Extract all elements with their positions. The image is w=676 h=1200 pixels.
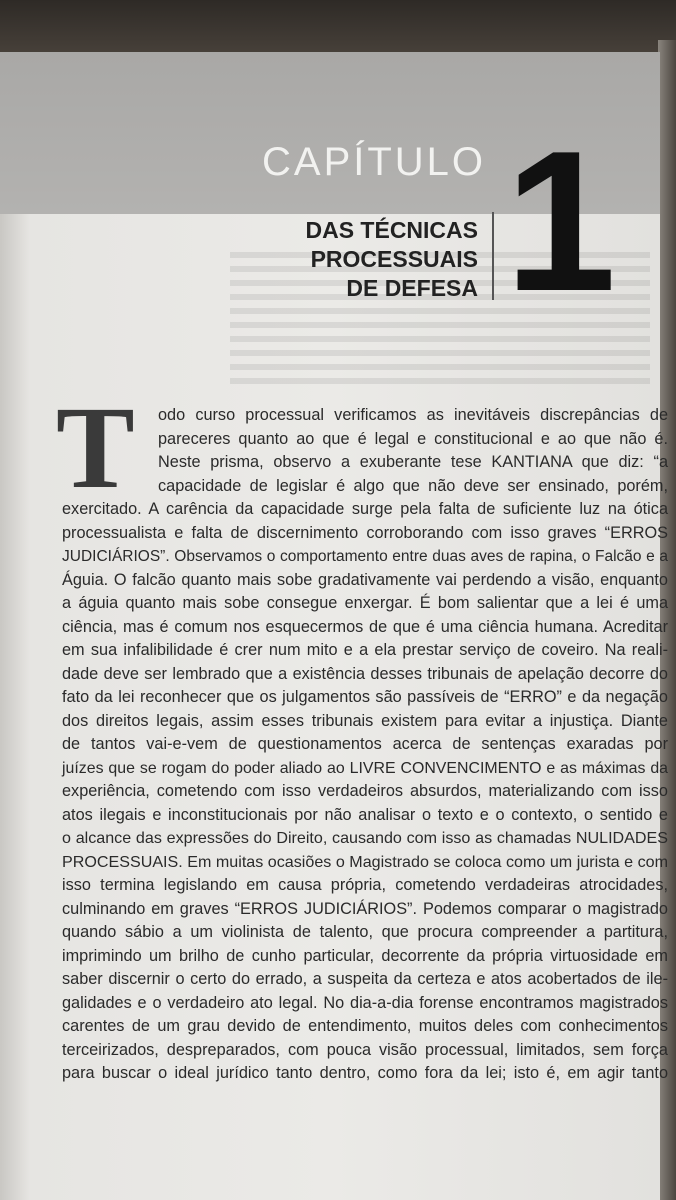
text-line: Águia. O falcão quanto mais sobe gradativamente vai perdendo a visão, enquanto (62, 570, 668, 589)
text-line: galidades e o verdadeiro ato legal. No dia-a-dia forense encontramos magistrados (62, 993, 668, 1012)
text-line: culminando em graves “ERROS JUDICIÁRIOS”. Podemos comparar o magistrado (62, 899, 668, 918)
text-line: dade deve ser lembrado que a existência desses tribunais de apelação decorre do (62, 664, 668, 683)
chapter-title (305, 216, 478, 303)
title-line: PROCESSUAIS (310, 246, 478, 272)
text-line: quando sábio a um violinista de talento, que procura compreender a partitura, (62, 923, 668, 941)
text-line: exercitado. A carência da capacidade surge pela falta de suficiente luz na ótica (62, 500, 668, 518)
text-line: de tantos vai-e-vem de questionamentos acerca de sentenças exaradas por (62, 735, 668, 753)
title-line: DE DEFESA (346, 275, 478, 301)
text-line: pareceres quanto ao que é legal e constitucional e ao que não é. (158, 429, 668, 448)
body-text (56, 382, 668, 1086)
text-line: ciência, mas é comum nos esquecermos de que é uma ciência humana. Acreditar (62, 617, 668, 636)
text-line: JUDICIÁRIOS”. Observamos o comportamento entre duas aves de rapina, o Falcão e a (62, 548, 668, 565)
text-line: capacidade de legislar é algo que não deve ser ensinado, porém, (158, 476, 668, 495)
text-line: em sua infalibilidade é crer num mito e a ela prestar serviço de coveiro. Na reali- (62, 641, 668, 659)
text-line: Neste prisma, observo a exuberante tese KANTIANA que diz: “a (158, 453, 668, 471)
text-line: processualista e falta de discernimento corroborando com isso graves “ERROS (62, 523, 668, 542)
title-divider (492, 212, 494, 300)
text-line: fato da lei reconhecer que os julgamentos são passíveis de “ERRO” e da negação (62, 688, 668, 706)
text-line: isso termina legislando em causa própria, cometendo verdadeiras atrocidades, (62, 876, 668, 894)
book-page (0, 52, 668, 1200)
title-line: DAS TÉCNICAS (305, 217, 478, 243)
chapter-number: 1 (505, 110, 617, 333)
text-line: terceirizados, despreparados, com pouca visão processual, limitados, sem força (62, 1040, 668, 1059)
text-line: para buscar o ideal jurídico tanto dentro, como fora da lei; isto é, em agir tanto (62, 1064, 668, 1082)
text-line: dos direitos legais, assim esses tribunais existem para evitar a injustiça. Diante (62, 711, 668, 730)
text-line: a águia quanto mais sobe consegue enxergar. É bom salientar que a lei é uma (62, 594, 668, 612)
text-line: imprimindo um brilho de cunho particular, decorrente da própria virtuosidade em (62, 946, 668, 965)
text-line: experiência, cometendo com isso verdadeiros absurdos, materializando com isso (62, 782, 668, 800)
chapter-label: CAPÍTULO (262, 140, 487, 184)
text-line: atos ilegais e inconstitucionais por não analisar o texto e o contexto, o sentido e (62, 805, 668, 824)
text-line: saber discernir o certo do errado, a suspeita da certeza e atos acobertados de ile- (62, 970, 668, 988)
drop-cap: T (56, 382, 135, 513)
background-floor (0, 0, 676, 60)
text-line: juízes que se rogam do poder aliado ao LIVRE CONVENCIMENTO e as máximas da (62, 759, 668, 777)
text-line: PROCESSUAIS. Em muitas ocasiões o Magistrado se coloca como um jurista e com (62, 852, 668, 871)
text-line: odo curso processual verificamos as inevitáveis discrepâncias de (158, 406, 668, 424)
text-line: o alcance das expressões do Direito, causando com isso as chamadas NULIDADES (62, 829, 668, 847)
text-line: carentes de um grau devido de entendimento, muitos deles com conhecimentos (62, 1017, 668, 1035)
